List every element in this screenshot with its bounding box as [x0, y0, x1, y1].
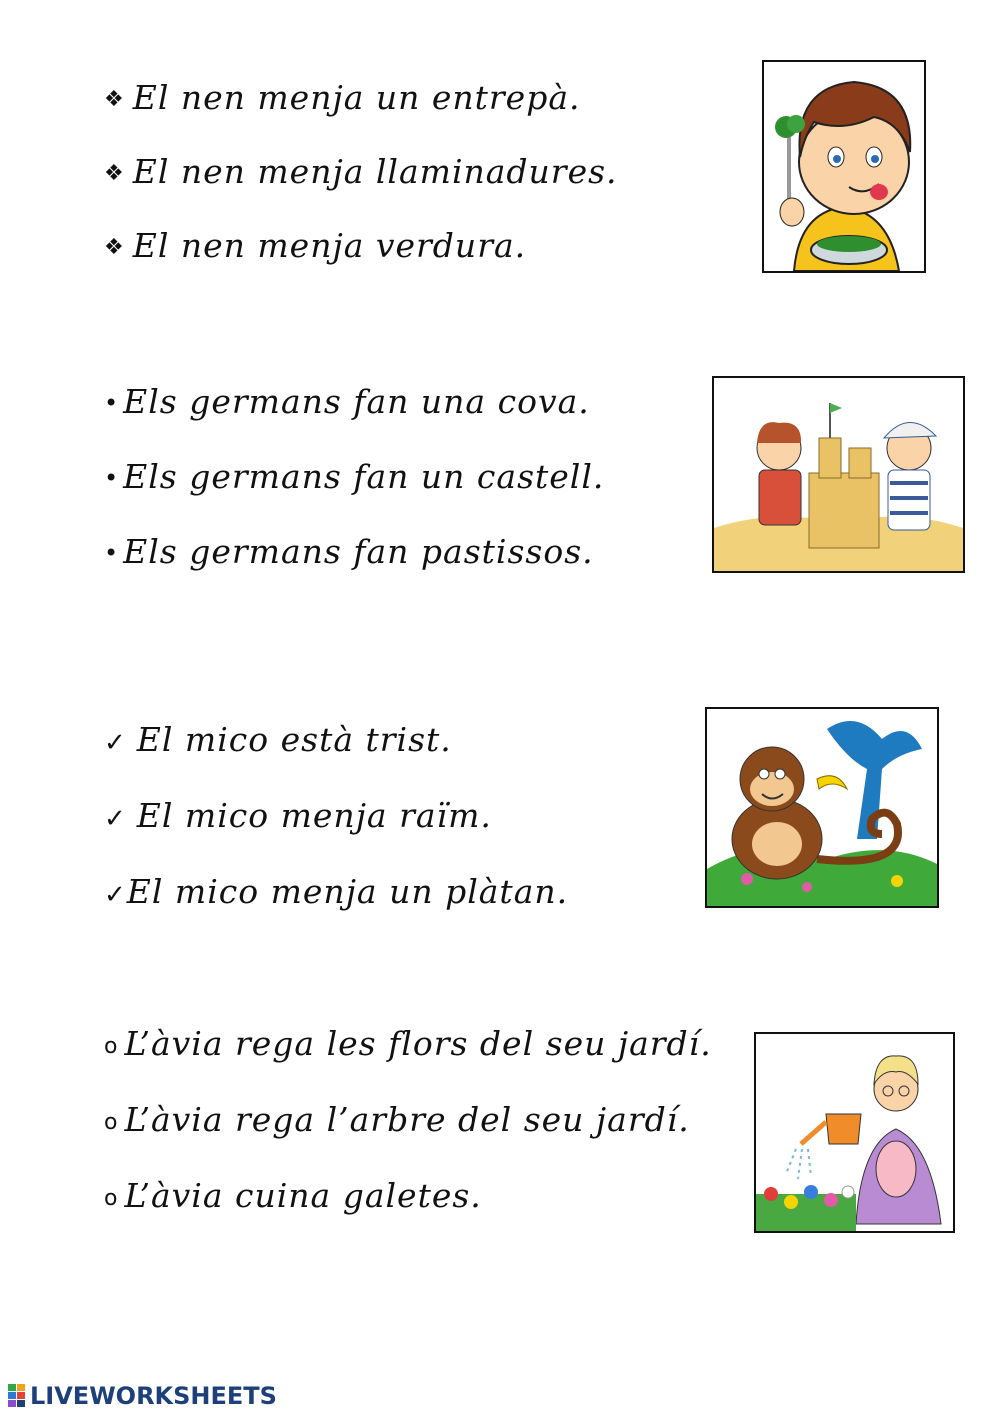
liveworksheets-logo[interactable]	[8, 1382, 277, 1410]
option-sentence[interactable]	[104, 1024, 712, 1067]
sentence-text: L’àvia rega les flors del seu jardí.	[124, 1024, 712, 1063]
liveworksheets-logo-icon	[8, 1384, 26, 1408]
section-monkey	[104, 720, 704, 920]
section-siblings	[104, 382, 704, 582]
sentence-text: El nen menja un entrepà.	[132, 78, 581, 117]
sentence-text: El mico menja un plàtan.	[126, 872, 569, 911]
check-bullet-icon: ✓	[104, 728, 127, 758]
option-sentence[interactable]	[104, 457, 604, 498]
sentence-text: El mico està trist.	[136, 720, 452, 759]
sentence-text: El nen menja verdura.	[132, 226, 527, 265]
diamond-bullet-icon: ❖	[104, 161, 125, 186]
option-sentence[interactable]	[104, 1176, 482, 1219]
sentence-text: El mico menja raïm.	[136, 796, 492, 835]
option-sentence[interactable]	[104, 720, 452, 763]
dot-bullet-icon: •	[104, 389, 120, 417]
option-sentence[interactable]	[104, 226, 526, 268]
sentence-text: L’àvia rega l’arbre del seu jardí.	[124, 1100, 690, 1139]
dot-bullet-icon: •	[104, 464, 120, 492]
option-sentence[interactable]	[104, 1100, 690, 1143]
option-sentence[interactable]	[104, 78, 581, 120]
monkey-with-banana-image	[705, 707, 939, 908]
option-sentence[interactable]	[104, 872, 568, 915]
liveworksheets-logo-text: LIVEWORKSHEETS	[30, 1382, 277, 1410]
children-sandcastle-icon	[714, 378, 963, 571]
sentence-text: L’àvia cuina galetes.	[124, 1176, 482, 1215]
check-bullet-icon: ✓	[104, 804, 127, 834]
children-sandcastle-image	[712, 376, 965, 573]
monkey-with-banana-icon	[707, 709, 937, 906]
sentence-text: Els germans fan una cova.	[123, 382, 590, 421]
option-sentence[interactable]	[104, 382, 590, 423]
diamond-bullet-icon: ❖	[104, 87, 125, 112]
option-sentence[interactable]	[104, 796, 492, 839]
option-sentence[interactable]	[104, 152, 618, 194]
grandma-watering-flowers-image	[754, 1032, 955, 1233]
boy-eating-vegetables-icon	[764, 62, 924, 271]
check-bullet-icon: ✓	[104, 880, 127, 910]
grandma-watering-flowers-icon	[756, 1034, 953, 1231]
circle-bullet-icon: o	[104, 1186, 119, 1211]
boy-eating-vegetables-image	[762, 60, 926, 273]
section-grandma	[104, 1024, 754, 1224]
sentence-text: El nen menja llaminadures.	[132, 152, 618, 191]
diamond-bullet-icon: ❖	[104, 235, 125, 260]
dot-bullet-icon: •	[104, 539, 120, 567]
option-sentence[interactable]	[104, 532, 594, 573]
sentence-text: Els germans fan un castell.	[123, 457, 605, 496]
circle-bullet-icon: o	[104, 1110, 119, 1135]
section-boy	[104, 78, 744, 278]
sentence-text: Els germans fan pastissos.	[123, 532, 594, 571]
circle-bullet-icon: o	[104, 1034, 119, 1059]
